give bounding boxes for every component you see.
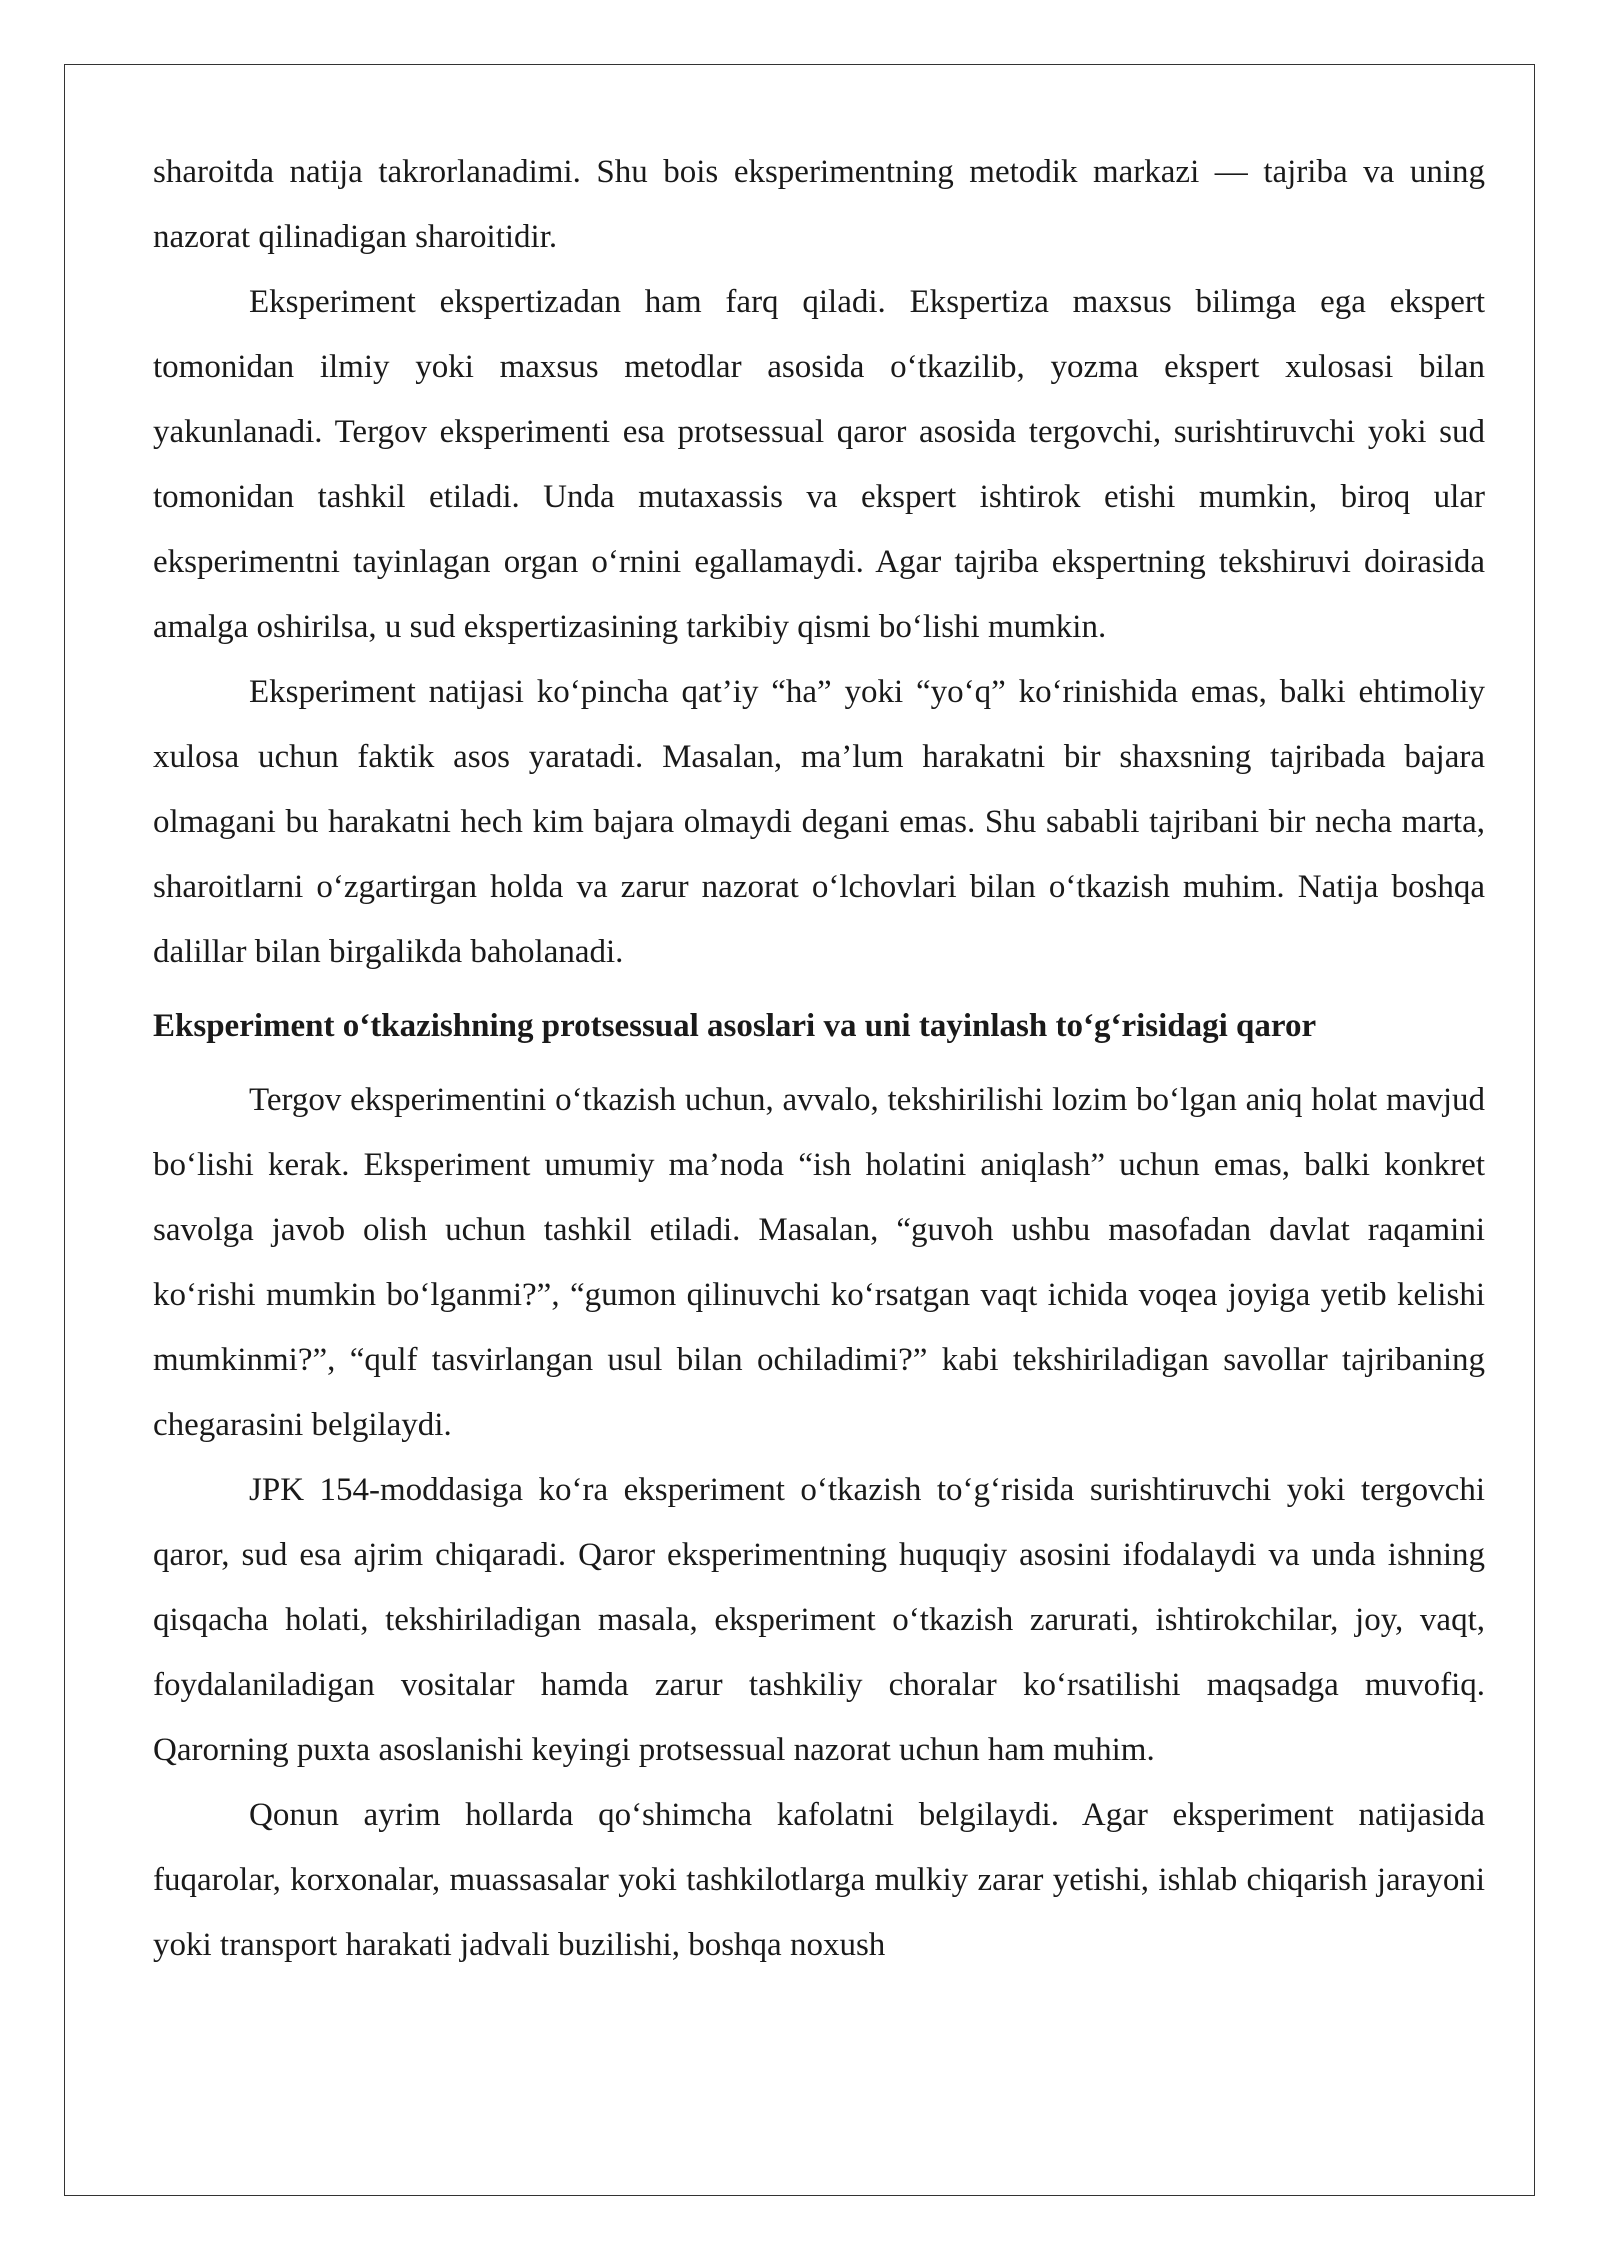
paragraph-continuation: sharoitda natija takrorlanadimi. Shu bois eksperimentning metodik markazi — tajriba va uning nazorat qilinadigan sharoitidir. — [153, 154, 1485, 255]
document-body — [153, 140, 1485, 1978]
paragraph-investigative-experiment: Tergov eksperimentini o‘tkazish uchun, avvalo, tekshirilishi lozim bo‘lgan aniq holat mavjud bo‘lishi kerak. Eksperiment umumiy ma’noda “ish holatini aniqlash” uchun emas, balki konkret savolga javob olish uchun tashkil etiladi. Masalan, “guvoh ushbu masofadan davlat raqamini ko‘rishi mumkin bo‘lganmi?”, “gumon qilinuvchi ko‘rsatgan vaqt ichida voqea joyiga yetib kelishi mumkinmi?”, “qulf tasvirlangan usul bilan ochiladimi?” kabi tekshiriladigan savollar tajribaning chegarasini belgilaydi. — [153, 1082, 1485, 1443]
section-heading: Eksperiment o‘tkazishning protsessual asoslari va uni tayinlash to‘g‘risidagi qaror — [153, 1008, 1317, 1044]
paragraph-experiment-vs-expertise: Eksperiment ekspertizadan ham farq qiladi. Ekspertiza maxsus bilimga ega ekspert tomonidan ilmiy yoki maxsus metodlar asosida o‘tkazilib, yozma ekspert xulosasi bilan yakunlanadi. Tergov eksperimenti esa protsessual qaror asosida tergovchi, surishtiruvchi yoki sud tomonidan tashkil etiladi. Unda mutaxassis va ekspert ishtirok etishi mumkin, biroq ular eksperimentni tayinlagan organ o‘rnini egallamaydi. Agar tajriba ekspertning tekshiruvi doirasida amalga oshirilsa, u sud ekspertizasining tarkibiy qismi bo‘lishi mumkin. — [153, 284, 1485, 645]
paragraph-additional-guarantee: Qonun ayrim hollarda qo‘shimcha kafolatni belgilaydi. Agar eksperiment natijasida fuqarolar, korxonalar, muassasalar yoki tashkilotlarga mulkiy zarar yetishi, ishlab chiqarish jarayoni yoki transport harakati jadvali buzilishi, boshqa noxush — [153, 1797, 1485, 1963]
paragraph-jpk-154: JPK 154-moddasiga ko‘ra eksperiment o‘tkazish to‘g‘risida surishtiruvchi yoki tergovchi qaror, sud esa ajrim chiqaradi. Qaror eksperimentning huquqiy asosini ifodalaydi va unda ishning qisqacha holati, tekshiriladigan masala, eksperiment o‘tkazish zarurati, ishtirokchilar, joy, vaqt, foydalaniladigan vositalar hamda zarur tashkiliy choralar ko‘rsatilishi maqsadga muvofiq. Qarorning puxta asoslanishi keyingi protsessual nazorat uchun ham muhim. — [153, 1472, 1485, 1768]
paragraph-experiment-result: Eksperiment natijasi ko‘pincha qat’iy “ha” yoki “yo‘q” ko‘rinishida emas, balki ehtimoliy xulosa uchun faktik asos yaratadi. Masalan, ma’lum harakatni bir shaxsning tajribada bajara olmagani bu harakatni hech kim bajara olmaydi degani emas. Shu sababli tajribani bir necha marta, sharoitlarni o‘zgartirgan holda va zarur nazorat o‘lchovlari bilan o‘tkazish muhim. Natija boshqa dalillar bilan birgalikda baholanadi. — [153, 674, 1485, 970]
